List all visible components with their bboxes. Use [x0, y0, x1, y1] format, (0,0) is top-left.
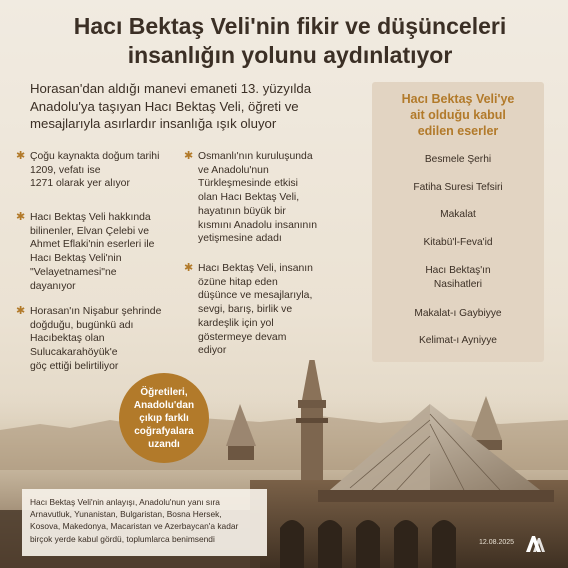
fact-line: 1271 olarak yer alıyor — [30, 178, 130, 190]
fact-line: yetişmesine adadı — [198, 233, 282, 245]
work-item — [372, 264, 544, 292]
caption-line: birçok yerde kabul gördü, toplumlarca benimsendi — [30, 533, 215, 544]
subtitle — [30, 80, 360, 133]
badge-line: Öğretileri, — [140, 386, 188, 398]
fact-line: Horasan'ın Nişabur şehrinde — [30, 306, 162, 317]
fact-bullet — [184, 150, 363, 246]
subtitle-line: mesajlarıyla asırlardır insanlığa ışık oluyor — [30, 116, 277, 131]
works-panel-title — [372, 91, 544, 139]
badge-line: uzandı — [148, 438, 180, 450]
fact-bullet — [16, 211, 190, 293]
caption-line: Arnavutluk, Yunanistan, Bulgaristan, Bosna Hersek, — [30, 509, 222, 520]
spread-badge — [119, 373, 209, 463]
caption-line: Kosova, Makedonya, Macaristan ve Azerbaycan'a kadar — [30, 521, 239, 532]
badge-line: coğrafyalara — [134, 425, 194, 437]
star-bullet-icon: ✱ — [184, 262, 194, 274]
fact-line: ediyor — [198, 345, 227, 357]
title-line: Hacı Bektaş Veli'nin fikir ve düşünceleri — [73, 13, 507, 39]
star-bullet-icon: ✱ — [16, 305, 26, 317]
fact-line: hayatının büyük bir — [198, 205, 286, 217]
works-title-line: edilen eserler — [417, 124, 499, 138]
star-bullet-icon: ✱ — [16, 150, 26, 162]
subtitle-line: Anadolu'ya taşıyan Hacı Bektaş Veli, öğreti ve — [30, 98, 299, 114]
fact-line: doğduğu, bugünkü adı — [30, 319, 134, 331]
fact-line: olan Hacı Bektaş Veli, — [198, 192, 300, 204]
fact-line: 1209, vefatı ise — [30, 164, 101, 176]
fact-line: sevgi, barış, birlik ve — [198, 304, 293, 316]
fact-line: Türkleşmesinde etkisi — [198, 178, 298, 190]
fact-line: ve Anadolu'nun — [198, 164, 269, 176]
star-bullet-icon: ✱ — [16, 211, 26, 223]
fact-line: kardeşlik için yol — [198, 317, 274, 329]
work-item-line: Nasihatleri — [433, 279, 483, 290]
work-item: Kelimat-ı Ayniyye — [419, 335, 497, 346]
title-line: insanlığın yolunu aydınlatıyor — [127, 42, 453, 68]
works-panel — [372, 82, 544, 362]
works-title-line: Hacı Bektaş Veli'ye — [401, 92, 515, 106]
fact-line: Sulucakarahöyük'e — [30, 347, 118, 359]
fact-line: Hacıbektaş olan — [30, 333, 105, 345]
caption-box — [22, 489, 267, 556]
work-item: Kitabü'l-Feva'id — [423, 237, 493, 248]
work-item: Makalat-ı Gaybiyye — [414, 308, 502, 319]
fact-line: Hacı Bektaş Veli'nin — [30, 253, 122, 265]
fact-line: Ahmet Eflaki'nin eserleri ile — [30, 239, 155, 251]
subtitle-line: Horasan'dan aldığı manevi emaneti 13. yüzyılda — [30, 81, 312, 96]
work-item: Fatiha Suresi Tefsiri — [413, 182, 503, 193]
work-item: Makalat — [440, 209, 476, 220]
fact-line: kısmını Anadolu insanının — [198, 219, 317, 231]
publish-date: 12.08.2025 — [479, 539, 515, 546]
fact-line: göstermeye devam — [198, 331, 287, 343]
work-item: Besmele Şerhi — [424, 154, 492, 165]
works-title-line: ait olduğu kabul — [410, 108, 506, 122]
page-title — [30, 12, 550, 70]
badge-line: Anadolu'dan — [133, 399, 195, 411]
caption-line: Hacı Bektaş Veli'nin anlayışı, Anadolu'nun yanı sıra — [30, 497, 220, 507]
fact-line: göç ettiği belirtiliyor — [30, 360, 119, 372]
fact-line: Osmanlı'nın kuruluşunda — [198, 151, 313, 162]
fact-line: Çoğu kaynakta doğum tarihi — [30, 151, 160, 162]
fact-line: bilinenler, Elvan Çelebi ve — [30, 225, 149, 237]
fact-line: Hacı Bektaş Veli, insanın — [198, 263, 313, 274]
fact-bullet — [184, 262, 363, 358]
aa-logo-icon — [524, 532, 546, 554]
badge-line: çıkıp farklı — [139, 412, 189, 424]
fact-line: dayanıyor — [30, 280, 76, 292]
fact-line: özüne hitap eden — [198, 276, 278, 288]
fact-bullet — [16, 150, 190, 191]
fact-line: düşünce ve mesajlarıyla, — [198, 290, 313, 302]
work-item-line: Hacı Bektaş'ın — [425, 265, 491, 276]
fact-line: "Velayetnamesi"ne — [30, 266, 117, 278]
fact-line: Hacı Bektaş Veli hakkında — [30, 212, 151, 223]
star-bullet-icon: ✱ — [184, 150, 194, 162]
